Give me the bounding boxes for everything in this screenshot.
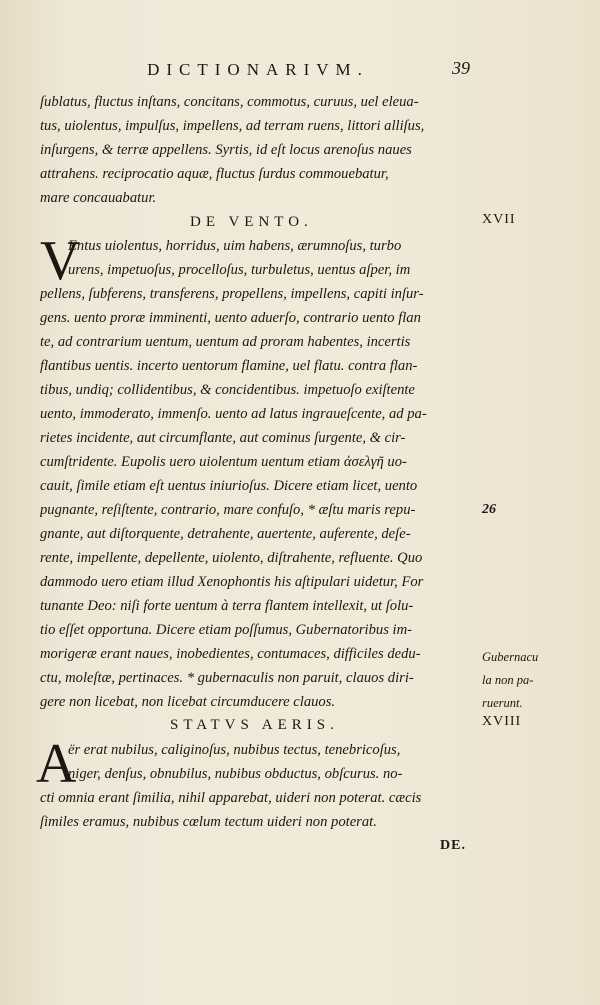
text-line: tunante Deo: niſi forte uentum à terra flantem intellexit, ut ſolu- [40,598,414,614]
text-line: morigeræ erant naues, inobedientes, contumaces, difficiles dedu- [40,646,421,662]
text-line: uento, immoderato, immenſo. uento ad latus ingraueſcente, ad pa- [40,406,427,422]
text-line: Entus uiolentus, horridus, uim habens, ærumnoſus, turbo [68,238,402,254]
text-line: ſublatus, fluctus inſtans, concitans, commotus, curuus, uel eleua- [40,94,419,110]
text-line: flantibus uentis. incerto uentorum flamine, uel flatu. contra flan- [40,358,418,374]
catchword: DE. [440,838,466,853]
text-line: pugnante, reſiſtente, contrario, mare confuſo, * æſtu maris repu- [40,502,416,518]
text-line: attrahens. reciprocatio aquæ, fluctus ſurdus commouebatur, [40,166,389,182]
section-number-xviii: XVIII [482,714,522,729]
text-line: gnante, aut diſtorquente, detrahente, auertente, auferente, deſe- [40,526,411,542]
paragraph-status-aeris [40,738,478,834]
text-line: tio eſſet opportuna. Dicere etiam poſſumus, Gubernatoribus im- [40,622,412,638]
text-line: inſurgens, & terræ appellens. Syrtis, id eſt locus arenoſus naues [40,142,412,158]
folio-number: 39 [452,58,470,78]
text-line: rente, impellente, depellente, uiolento, diſtrahente, refluente. Quo [40,550,423,566]
text-line: cumſtridente. Eupolis uero uiolentum uentum etiam ἀσελγῆ uo- [40,454,407,470]
text-line: urens, impetuoſus, procelloſus, turbuletus, uentus aſper, im [68,262,411,278]
paragraph-de-vento [40,230,478,714]
margin-note-line: Gubernacu [482,650,539,664]
section-heading-status-aeris: STATVS AERIS. [170,717,339,733]
text-line: ctu, moleſtæ, pertinaces. * gubernaculis non paruit, clauos diri- [40,670,414,686]
margin-note-gubernacula [482,646,592,715]
running-head: DICTIONARIVM. [147,60,369,79]
text-line: gere non licebat, non licebat circumducere clauos. [40,694,336,710]
text-line: tus, uiolentus, impulſus, impellens, ad terram ruens, littori alliſus, [40,118,425,134]
text-line: cti omnia erant ſimilia, nihil apparebat, uideri non poterat. cæcis [40,790,422,806]
text-line: ër erat nubilus, caliginoſus, nubibus tectus, tenebricoſus, [68,742,401,758]
text-line: te, ad contrarium uentum, uentum ad proram habentes, incertis [40,334,411,350]
text-line: rietes incidente, aut circumflante, aut cominus ſurgente, & cir- [40,430,406,446]
margin-note-line: la non pa- [482,673,534,687]
text-line: gens. uento proræ imminenti, uento aduerſo, contrario uento flan [40,310,421,326]
margin-mark-26: 26 [482,502,496,517]
text-line: pellens, ſubferens, transferens, propellens, impellens, capiti inſur- [40,286,424,302]
section-number-xvii: XVII [482,212,516,227]
drop-initial-a: A [36,733,77,795]
text-line: niger, denſus, obnubilus, nubibus obductus, obſcurus. no- [68,766,403,782]
section-heading-de-vento: DE VENTO. [190,214,313,230]
text-line: ſimiles eramus, nubibus cœlum tectum uideri non poterat. [40,814,377,830]
text-line: tibus, undiq; collidentibus, & concidentibus. impetuoſo exiſtente [40,382,415,398]
paragraph-fluctus [40,90,478,210]
text-line: dammodo uero etiam illud Xenophontis his aſtipulari uidetur, For [40,574,424,590]
drop-initial-v: V [40,230,81,292]
margin-note-line: ruerunt. [482,696,523,710]
text-line: mare concauabatur. [40,190,157,206]
text-line: cauit, ſimile etiam eſt uentus iniurioſus. Dicere etiam licet, uento [40,478,418,494]
